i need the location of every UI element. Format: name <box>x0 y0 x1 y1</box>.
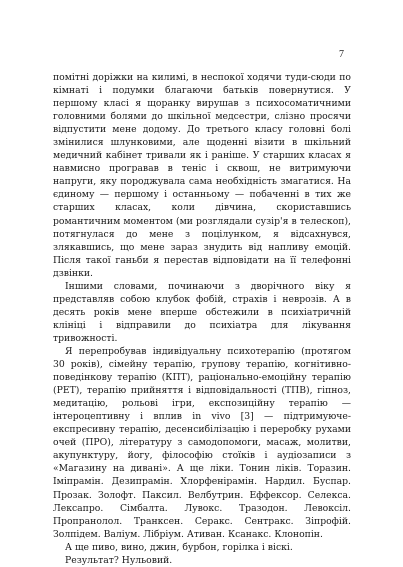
page-number: 7 <box>339 49 344 60</box>
paragraph-childhood-anxiety: помітні доріжки на килимі, в неспокої ходячи туди-сюди по кімнаті і подумки благаючи батьків повернутися. У першому класі я щоранку вирушав з психосоматичними головними болями до шкільної медсестри, слізно просячи відпустити мене додому. До третього класу головні болі змінилися шлунковими, але щоденні візити в шкільний медичний кабінет тривали як і раніше. У старших класах я навмисно програвав в теніс і сквош, не витримуючи напруги, яку породжувала сама необхідність змагатися. На єдиному — першому і останньому — побаченні в тих же старших класах, коли дівчина, скориставшись романтичним моментом (ми розглядали сузір'я в телескоп), потягнулася до мене з поцілунком, я відсахнувся, злякавшись, що мене зараз знудить від напливу емоцій. Після такої ганьби я перестав відповідати на її телефонні дзвінки. <box>53 72 351 279</box>
paragraph-alcohol: А ще пиво, вино, джин, бурбон, горілка і віскі. <box>65 541 293 553</box>
paragraph-phobias-summary: Іншими словами, починаючи з дворічного віку я представляв собою клубок фобій, страхів і неврозів. А в десять років мене вперше обстежили в психіатричній клініці і відправили до психіатра для лікування тривожності. <box>53 280 351 344</box>
paragraph-result: Результат? Нульовий. <box>65 554 173 566</box>
body-text <box>53 71 351 567</box>
paragraph-treatments-list: Я перепробував індивідуальну психотерапію (протягом 30 років), сімейну терапію, групову терапію, когнітивно-поведінкову терапію (КПТ), раціонально-емоційну терапію (РЕТ), терапію прийняття і відповідальності (ТПВ), гіпноз, медитацію, рольові ігри, експозиційну терапію — інтероцептивну і вплив in vivo [3] — підтримуюче-експресивну терапію, десенсибілізацію і переробку рухами очей (ПРО), літературу з самодопомоги, масаж, молитви, акупунктуру, йогу, філософію стоїків і аудіозаписи з «Магазину на дивані». А ще ліки. Тонин ліків. Торазин. Іміпрамін. Дезипрамін. Хлорфенірамін. Нардил. Буспар. Прозак. Золофт. Паксил. Велбутрин. Еффексор. Селекса. Лексапро. Сімбалта. Лувокс. Тразодон. Левоксіл. Пропранолол. Транксен. Серакс. Сентракс. Зіпрофій. Золпідем. Валіум. Лібріум. Ативан. Ксанакс. Клонопін. <box>53 345 351 540</box>
